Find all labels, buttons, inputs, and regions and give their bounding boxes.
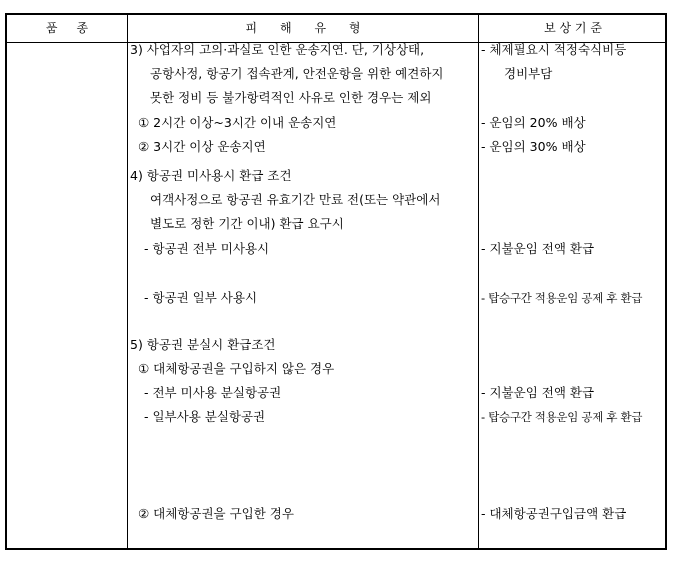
damage-line: - 전부 미사용 분실항공권 xyxy=(144,385,282,400)
damage-line: ② 대체항공권을 구입한 경우 xyxy=(138,506,294,521)
header-item-type: 품 종 xyxy=(45,21,89,35)
damage-line: ① 2시간 이상~3시간 이내 운송지연 xyxy=(138,115,337,130)
header-damage-type: 피 해 유 형 xyxy=(245,21,361,35)
damage-line: 5) 항공권 분실시 환급조건 xyxy=(130,337,276,352)
column-divider-1 xyxy=(127,15,128,548)
compensation-line: - 탑승구간 적용운임 공제 후 환급 xyxy=(481,291,643,305)
damage-line: - 일부사용 분실항공권 xyxy=(144,409,266,424)
compensation-line: - 운임의 30% 배상 xyxy=(481,139,586,154)
damage-line: 별도로 정한 기간 이내) 환급 요구시 xyxy=(150,216,344,231)
compensation-line: - 지불운임 전액 환급 xyxy=(481,241,595,256)
damage-line: 3) 사업자의 고의·과실로 인한 운송지연. 단, 기상상태, xyxy=(130,42,425,57)
compensation-line: - 지불운임 전액 환급 xyxy=(481,385,595,400)
damage-line: 여객사정으로 항공권 유효기간 만료 전(또는 약관에서 xyxy=(150,192,441,207)
damage-line: 공항사정, 항공기 접속관계, 안전운항을 위한 예견하지 xyxy=(150,66,444,81)
column-divider-2 xyxy=(478,15,479,548)
damage-line: ① 대체항공권을 구입하지 않은 경우 xyxy=(138,361,335,376)
compensation-table xyxy=(5,13,667,550)
compensation-line: - 운임의 20% 배상 xyxy=(481,115,586,130)
damage-line: 4) 항공권 미사용시 환급 조건 xyxy=(130,168,292,183)
header-compensation-standard: 보 상 기 준 xyxy=(544,21,602,35)
damage-line: ② 3시간 이상 운송지연 xyxy=(138,139,266,154)
compensation-line: - 탑승구간 적용운임 공제 후 환급 xyxy=(481,410,643,424)
compensation-line: - 체제필요시 적정숙식비등 xyxy=(481,42,627,57)
damage-line: - 항공권 일부 사용시 xyxy=(144,290,258,305)
damage-line: - 항공권 전부 미사용시 xyxy=(144,241,270,256)
damage-line: 못한 정비 등 불가항력적인 사유로 인한 경우는 제외 xyxy=(150,90,432,105)
compensation-line: - 대체항공권구입금액 환급 xyxy=(481,506,627,521)
compensation-line: 경비부담 xyxy=(504,66,553,81)
